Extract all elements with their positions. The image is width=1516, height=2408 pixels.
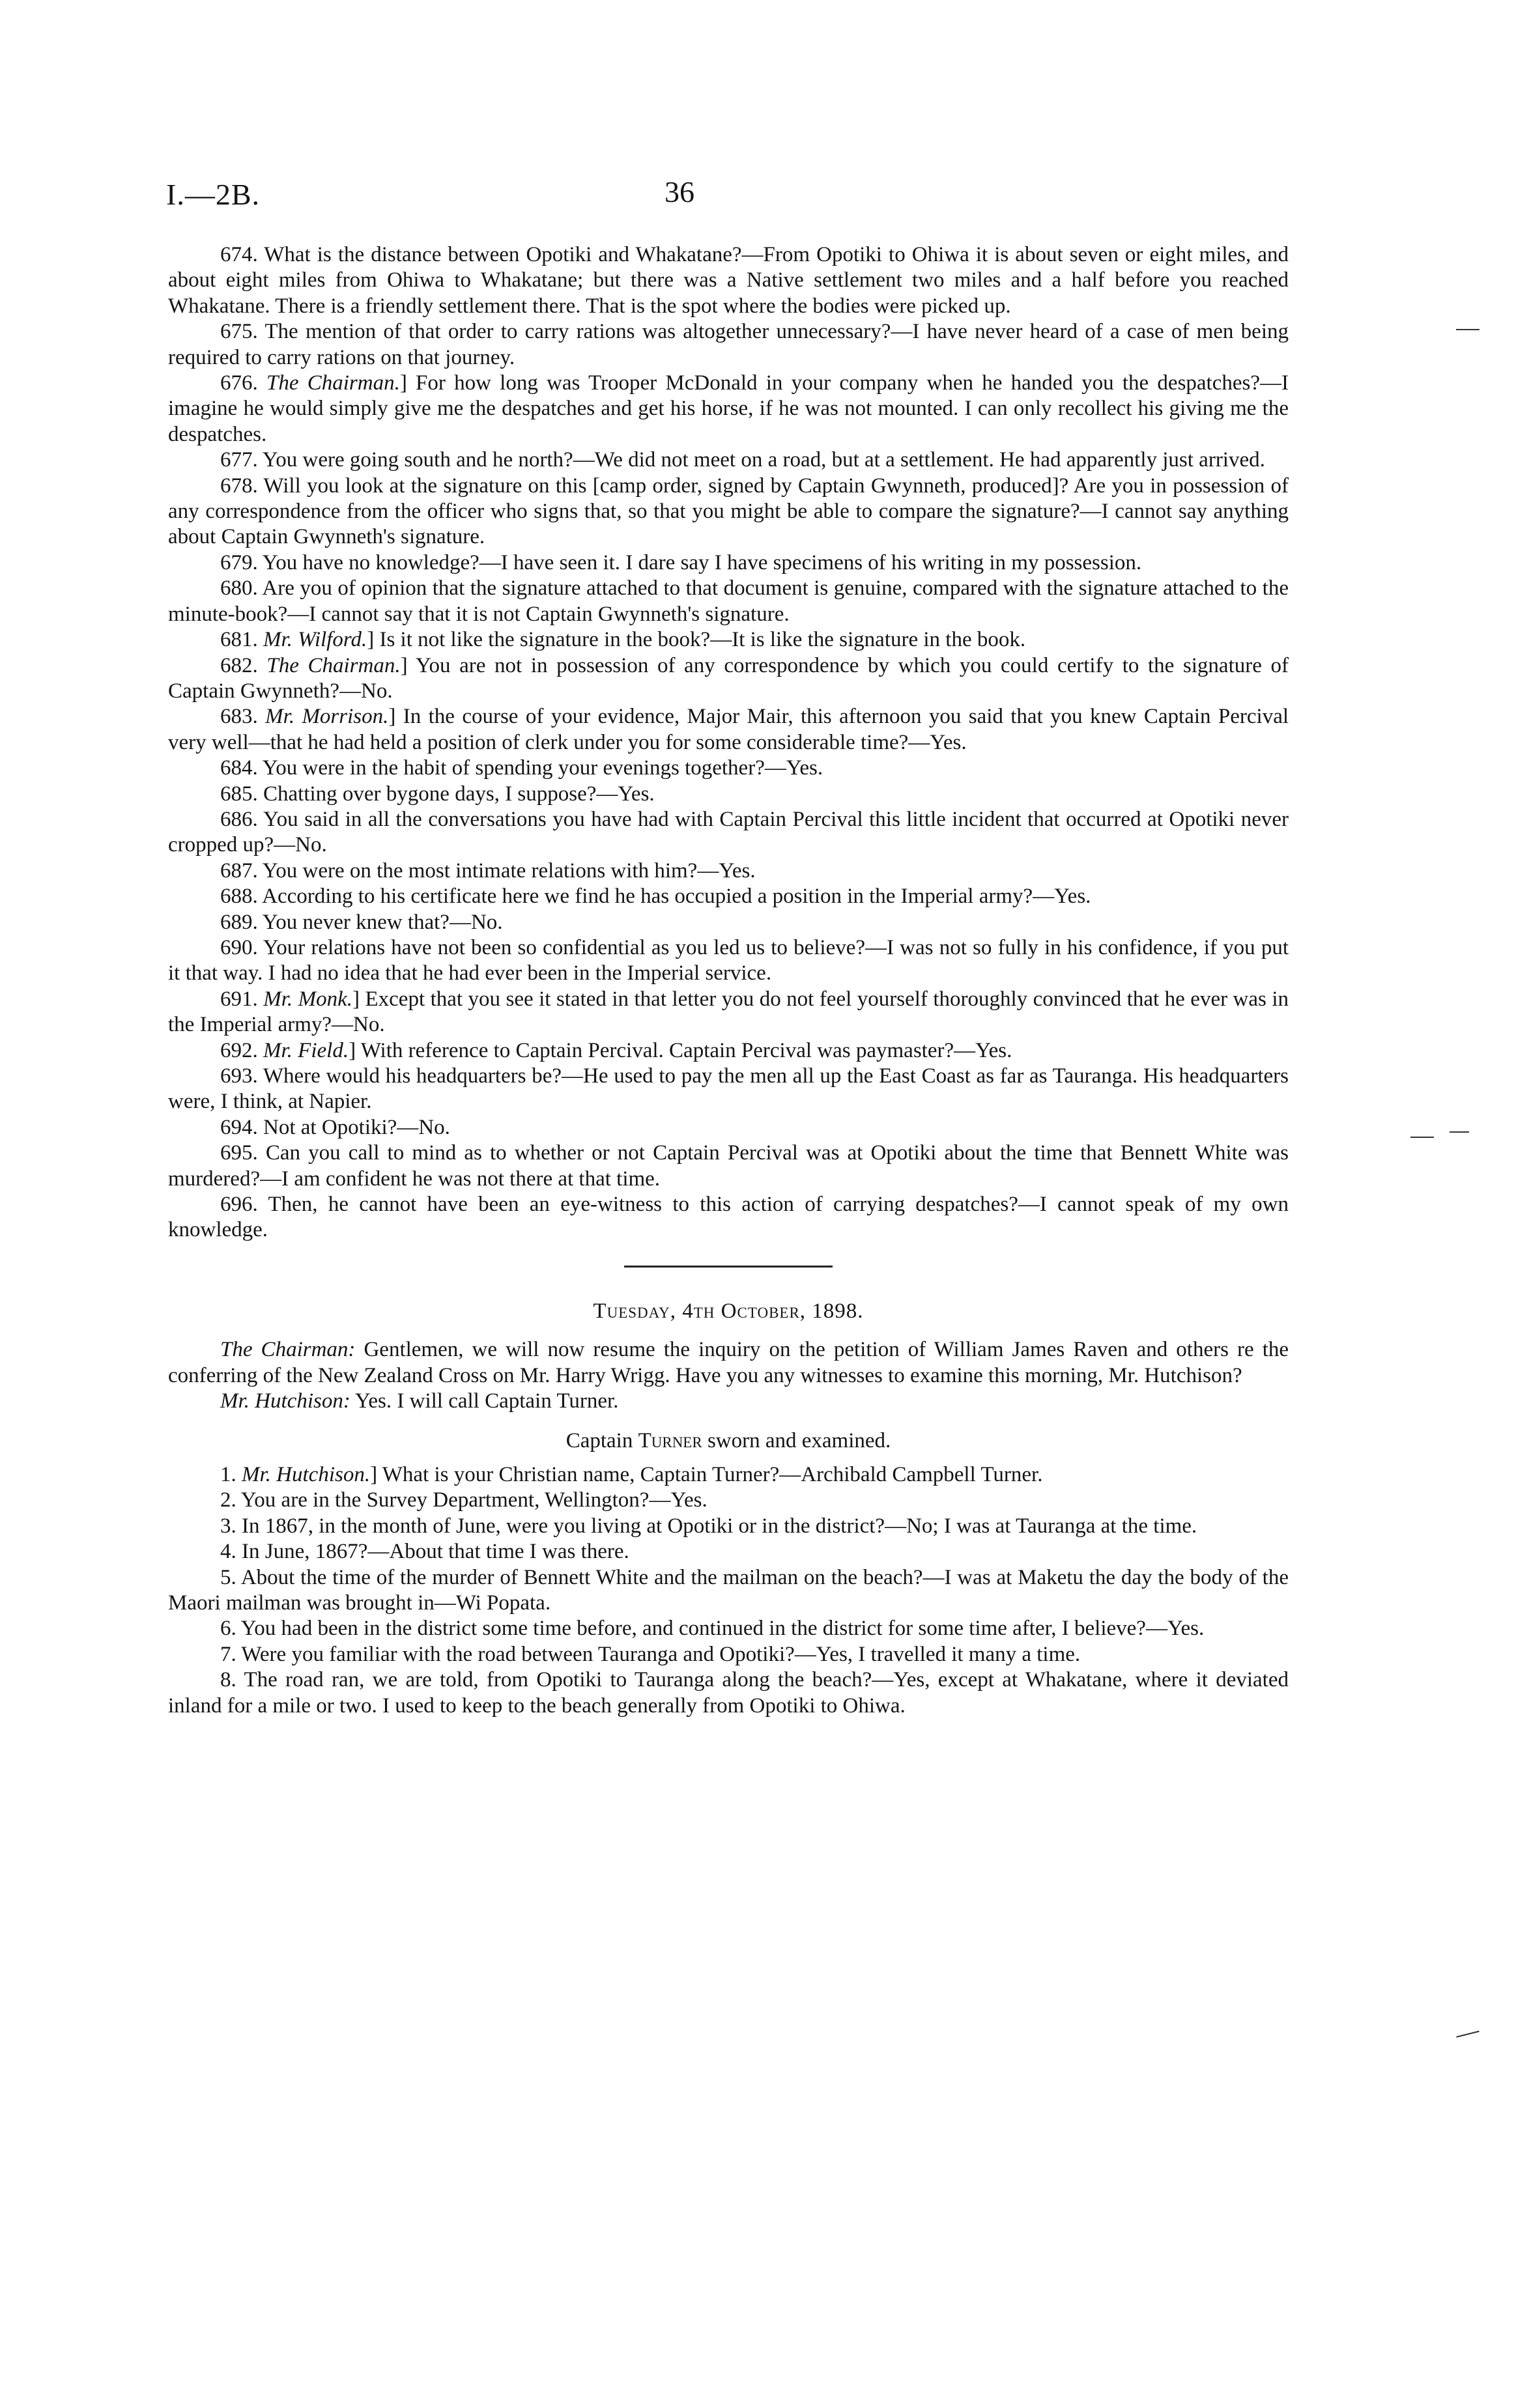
testimony-paragraph: 685. Chatting over bygone days, I suppose?—Yes. xyxy=(220,782,655,806)
testimony-paragraph: 674. What is the distance between Opotiki and Whakatane?—From Opotiki to Ohiwa it is about seven or eight miles, and about eight miles from Ohiwa to Whakatane; but there was a Native settlement two miles and a half before you reached Whakatane. There is a friendly settlement there. That is the spot where the bodies were picked up. xyxy=(168,243,1289,318)
testimony-paragraph: 688. According to his certificate here we find he has occupied a position in the Imperial army?—Yes. xyxy=(220,885,1091,909)
testimony-paragraph: 693. Where would his headquarters be?—He used to pay the men all up the East Coast as far as Tauranga. His headquarters were, I think, at Napier. xyxy=(168,1064,1289,1114)
speaker-name: The Chairman. xyxy=(266,371,400,395)
margin-mark xyxy=(1456,329,1480,330)
page-number: 36 xyxy=(665,175,694,208)
testimony-paragraph: 677. You were going south and he north?—We did not meet on a road, but at a settlement. He had apparently just arrived. xyxy=(220,448,1265,472)
witness-heading: Captain Turner sworn and examined. xyxy=(565,1429,891,1453)
testimony-paragraph: 694. Not at Opotiki?—No. xyxy=(220,1115,450,1139)
testimony-paragraph: 680. Are you of opinion that the signature attached to that document is genuine, compared with the signature attached to the minute-book?—I cannot say that it is not Captain Gwynneth's signature. xyxy=(168,576,1289,626)
testimony-paragraph: 683. Mr. Morrison.] In the course of your evidence, Major Mair, this afternoon you said that you knew Captain Percival very well—that he had held a position of clerk under you for some considerable time?—Yes. xyxy=(168,705,1289,754)
testimony-paragraph: 681. Mr. Wilford.] Is it not like the signature in the book?—It is like the signature in the book. xyxy=(220,628,1026,652)
speaker-name: The Chairman. xyxy=(266,653,401,677)
hutchison-reply: Mr. Hutchison: Yes. I will call Captain Turner. xyxy=(220,1389,619,1413)
testimony-paragraph: 5. About the time of the murder of Bennett White and the mailman on the beach?—I was at Maketu the day the body of the Maori mailman was brought in—Wi Popata. xyxy=(168,1565,1289,1615)
date-heading: Tuesday, 4th October, 1898. xyxy=(593,1299,864,1323)
testimony-paragraph: 686. You said in all the conversations you have had with Captain Percival this little incident that occurred at Opotiki never cropped up?—No. xyxy=(168,807,1289,857)
testimony-paragraph: 1. Mr. Hutchison.] What is your Christian name, Captain Turner?—Archibald Campbell Turner. xyxy=(220,1462,1043,1486)
testimony-paragraph: 3. In 1867, in the month of June, were you living at Opotiki or in the district?—No; I was at Tauranga at the time. xyxy=(220,1514,1197,1538)
speaker-name: Mr. Field. xyxy=(263,1038,349,1062)
testimony-paragraph: 679. You have no knowledge?—I have seen it. I dare say I have specimens of his writing in my possession. xyxy=(220,550,1142,574)
speaker-name: Mr. Hutchison: xyxy=(220,1389,350,1413)
page-reference: I.—2B. xyxy=(166,178,260,211)
margin-mark xyxy=(1450,1131,1469,1133)
testimony-paragraph: 682. The Chairman.] You are not in possession of any correspondence by which you could certify to the signature of Captain Gwynneth?—No. xyxy=(168,653,1289,703)
testimony-paragraph: 695. Can you call to mind as to whether or not Captain Percival was at Opotiki about the time that Bennett White was murdered?—I am confident he was not there at that time. xyxy=(168,1141,1289,1191)
speaker-name: Mr. Hutchison. xyxy=(242,1462,371,1486)
testimony-paragraph: 4. In June, 1867?—About that time I was there. xyxy=(220,1540,629,1564)
chairman-statement: The Chairman: Gentlemen, we will now resume the inquiry on the petition of William James Raven and others re the conferring of the New Zealand Cross on Mr. Harry Wrigg. Have you any witnesses to examine this morning, Mr. Hutchison? xyxy=(168,1338,1289,1387)
testimony-paragraph: 687. You were on the most intimate relations with him?—Yes. xyxy=(220,858,756,883)
testimony-paragraph: 690. Your relations have not been so confidential as you led us to believe?—I was not so fully in his confidence, if you put it that way. I had no idea that he had ever been in the Imperial service. xyxy=(168,935,1289,985)
testimony-paragraph: 675. The mention of that order to carry rations was altogether unnecessary?—I have never heard of a case of men being required to carry rations on that journey. xyxy=(168,320,1289,369)
margin-mark xyxy=(1456,2031,1479,2038)
testimony-part-two xyxy=(168,1462,1289,1719)
speaker-name: Mr. Morrison. xyxy=(265,705,389,729)
testimony-paragraph: 684. You were in the habit of spending your evenings together?—Yes. xyxy=(220,756,823,780)
speaker-name: Mr. Wilford. xyxy=(263,628,367,652)
testimony-paragraph: 696. Then, he cannot have been an eye-witness to this action of carrying despatches?—I cannot speak of my own knowledge. xyxy=(168,1193,1289,1242)
section-divider xyxy=(624,1266,833,1268)
testimony-paragraph: 678. Will you look at the signature on this [camp order, signed by Captain Gwynneth, produced]? Are you in possession of any correspondence from the officer who signs that, so that you might be able to compare the signature?—I cannot say anything about Captain Gwynneth's signature. xyxy=(168,474,1289,549)
testimony-paragraph: 7. Were you familiar with the road between Tauranga and Opotiki?—Yes, I travelled it many a time. xyxy=(220,1642,1081,1666)
testimony-paragraph: 676. The Chairman.] For how long was Trooper McDonald in your company when he handed you the despatches?—I imagine he would simply give me the despatches and get his horse, if he was not mounted. I can only recollect his giving me the despatches. xyxy=(168,371,1289,446)
speaker-name: Mr. Monk. xyxy=(263,987,353,1011)
testimony-paragraph: 6. You had been in the district some time before, and continued in the district for some time after, I believe?—Yes. xyxy=(220,1617,1205,1641)
margin-mark xyxy=(1410,1137,1434,1138)
testimony-paragraph: 692. Mr. Field.] With reference to Captain Percival. Captain Percival was paymaster?—Yes. xyxy=(220,1038,1012,1062)
testimony-part-one xyxy=(168,242,1289,1243)
testimony-paragraph: 691. Mr. Monk.] Except that you see it stated in that letter you do not feel yourself thoroughly convinced that he ever was in the Imperial army?—No. xyxy=(168,987,1289,1037)
testimony-paragraph: 689. You never knew that?—No. xyxy=(220,910,503,934)
testimony-paragraph: 2. You are in the Survey Department, Wellington?—Yes. xyxy=(220,1488,708,1512)
witness-name: Turner xyxy=(638,1429,702,1453)
speaker-name: The Chairman: xyxy=(220,1338,356,1362)
testimony-paragraph: 8. The road ran, we are told, from Opotiki to Tauranga along the beach?—Yes, except at Whakatane, where it deviated inland for a mile or two. I used to keep to the beach generally from Opotiki to Ohiwa. xyxy=(168,1668,1289,1718)
document-body xyxy=(168,242,1289,1719)
